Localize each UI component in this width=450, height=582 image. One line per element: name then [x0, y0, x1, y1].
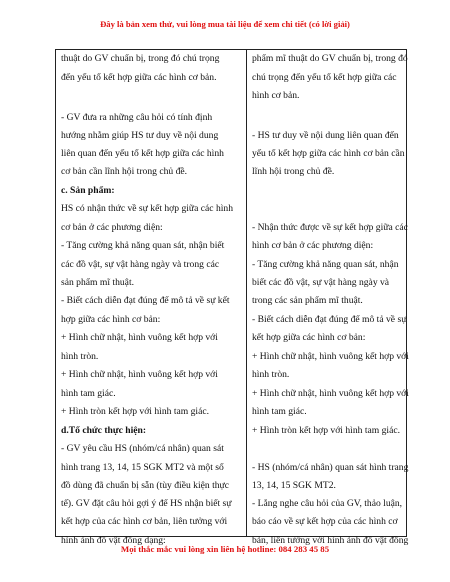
- right-column-text-line: - Lắng nghe câu hỏi của GV, thảo luận,: [252, 498, 403, 509]
- preview-notice-banner: Đây là bản xem thử, vui lòng mua tài liệu để xem chi tiết (có lời giải): [100, 19, 350, 29]
- right-column-text-line: - Tăng cường khả năng quan sát, nhận: [252, 259, 399, 270]
- left-column-text-line: - Tăng cường khả năng quan sát, nhận biết: [61, 240, 225, 251]
- left-column-text-line: cơ bản cần lĩnh hội trong chủ đề.: [61, 166, 188, 177]
- right-column-text-line: hình cơ bản ở các phương diện:: [252, 240, 374, 251]
- right-column-text-line: + Hình chữ nhật, hình vuông kết hợp với: [252, 388, 409, 399]
- left-column-text-line: - GV đưa ra những câu hỏi có tính định: [61, 112, 213, 123]
- left-column-text-line: liên quan đến yếu tố kết hợp giữa các hình: [61, 148, 224, 159]
- left-column-text-line: kết hợp của các hình cơ bản, liên tưởng với: [61, 516, 228, 527]
- right-column-text-line: biết các đồ vật, sự vật hàng ngày và: [252, 277, 390, 288]
- left-column-text-line: hình trang 13, 14, 15 SGK MT2 và một số: [61, 462, 224, 473]
- column-divider: [246, 50, 247, 536]
- right-column-text-line: lĩnh hội trong chủ đề.: [252, 166, 335, 177]
- left-column-text-line: hình tam giác.: [61, 388, 116, 399]
- right-column-text-line: - Biết cách diễn đạt đúng để mô tả về sự: [252, 314, 407, 325]
- left-column-text-line: + Hình tròn kết hợp với hình tam giác.: [61, 406, 209, 417]
- right-column-text-line: + Hình chữ nhật, hình vuông kết hợp với: [252, 351, 409, 362]
- left-column-text-line: + Hình chữ nhật, hình vuông kết hợp với: [61, 369, 218, 380]
- left-column-heading: c. Sản phẩm:: [61, 185, 115, 196]
- right-column-text-line: kết hợp giữa các hình cơ bản:: [252, 332, 366, 343]
- left-column-text-line: cơ bản ở các phương diện:: [61, 222, 163, 233]
- left-column-text-line: đến yếu tố kết hợp giữa các hình cơ bản.: [61, 72, 217, 83]
- right-column-text-line: báo cáo về sự kết hợp của các hình cơ: [252, 516, 398, 527]
- left-column-text-line: hình ảnh đồ vật đồng dạng:: [61, 535, 166, 546]
- right-column-text-line: hình tròn.: [252, 369, 290, 380]
- left-column-text-line: HS có nhận thức về sự kết hợp giữa các hình: [61, 203, 233, 214]
- left-column-heading: d.Tổ chức thực hiện:: [61, 425, 147, 436]
- right-column-text-line: yếu tố kết hợp giữa các hình cơ bản cần: [252, 148, 405, 159]
- right-column-text-line: phẩm mĩ thuật do GV chuẩn bị, trong đó: [252, 53, 408, 64]
- right-column-text-line: hình cơ bản.: [252, 90, 300, 101]
- right-column-text-line: - Nhận thức được về sự kết hợp giữa các: [252, 222, 408, 233]
- right-column-text-line: 13, 14, 15 SGK MT2.: [252, 480, 336, 491]
- hotline-footer: Mọi thắc mắc vui lòng xin liên hệ hotline: 084 283 45 85: [120, 544, 330, 554]
- left-column-text-line: hướng nhằm giúp HS tư duy về nội dung: [61, 130, 219, 141]
- left-column-text-line: + Hình chữ nhật, hình vuông kết hợp với: [61, 332, 218, 343]
- left-column-text-line: - GV yêu cầu HS (nhóm/cá nhân) quan sát: [61, 443, 224, 454]
- left-column-text-line: hợp giữa các hình cơ bản:: [61, 314, 161, 325]
- left-column-text-line: các đồ vật, sự vật hàng ngày và trong các: [61, 259, 220, 270]
- right-column-text-line: trong các sản phẩm mĩ thuật.: [252, 295, 363, 306]
- right-column-text-line: - HS tư duy về nội dung liên quan đến: [252, 130, 399, 141]
- right-column-text-line: + Hình tròn kết hợp với hình tam giác.: [252, 425, 400, 436]
- right-column-text-line: bản, liên tưởng với hình ảnh đồ vật đồng: [252, 535, 409, 546]
- right-column-text-line: - HS (nhóm/cá nhân) quan sát hình trang: [252, 462, 409, 473]
- left-column-text-line: đồ dùng đã chuẩn bị sẵn (tùy điều kiện thực: [61, 480, 229, 491]
- left-column-text-line: tế). GV đặt câu hỏi gợi ý để HS nhận biết sự: [61, 498, 232, 509]
- left-column-text-line: - Biết cách diễn đạt đúng để mô tả về sự kết: [61, 295, 230, 306]
- right-column-text-line: chú trọng đến yếu tố kết hợp giữa các: [252, 72, 397, 83]
- lesson-table: [55, 49, 409, 546]
- left-column-text-line: hình tròn.: [61, 351, 99, 362]
- left-column-text-line: sản phẩm mĩ thuật.: [61, 277, 135, 288]
- right-column-text-line: hình tam giác.: [252, 406, 307, 417]
- left-column-text-line: thuật do GV chuẩn bị, trong đó chú trọng: [61, 53, 220, 64]
